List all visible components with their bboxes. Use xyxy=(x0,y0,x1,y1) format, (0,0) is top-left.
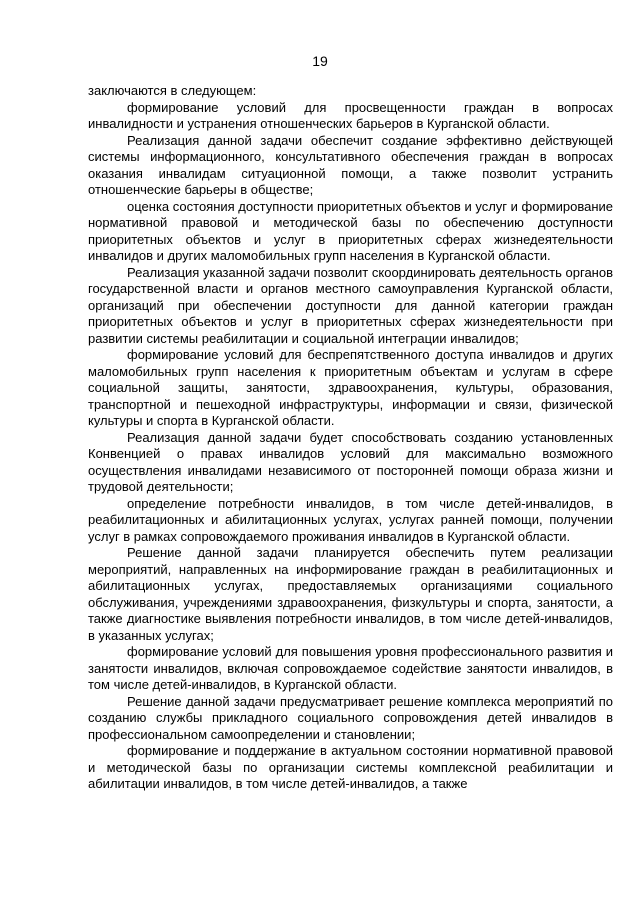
paragraph: формирование условий для просвещенности граждан в вопросах инвалидности и устранения отношенческих барьеров в Курганской области. xyxy=(88,99,613,131)
paragraph: формирование и поддержание в актуальном состоянии нормативной правовой и методической базы по организации системы комплексной реабилитации и абилитации инвалидов, в том числе детей-инвалидов, а также xyxy=(88,743,613,791)
page-number: 19 xyxy=(312,53,328,69)
paragraph: формирование условий для повышения уровня профессионального развития и занятости инвалидов, включая сопровождаемое содействие занятости инвалидов, в том числе детей-инвалидов, в Курганской области. xyxy=(88,644,613,692)
paragraph: Решение данной задачи предусматривает решение комплекса мероприятий по созданию службы прикладного социального сопровождения детей инвалидов в профессиональном самоопределении и становлении; xyxy=(88,693,613,742)
paragraph: Реализация указанной задачи позволит скоординировать деятельность органов государственной власти и органов местного самоуправления Курганской области, организаций при обеспечении доступности для данной категории граждан приоритетных объектов и услуг в приоритетных сферах жизнедеятельности при развитии системы реабилитации и социальной интеграции инвалидов; xyxy=(88,264,613,346)
paragraph: формирование условий для беспрепятственного доступа инвалидов и других маломобильных групп населения к приоритетным объектам и услугам в сфере социальной защиты, занятости, здравоохранения, культуры, образования, транспортной и пешеходной инфраструктуры, информации и связи, физической культуры и спорта в Курганской области. xyxy=(88,347,613,428)
paragraph: Решение данной задачи планируется обеспечить путем реализации мероприятий, направленных на информирование граждан в реабилитационных и абилитационных услугах, предоставляемых организациями социального обслуживания, учреждениями здравоохранения, физкультуры и спорта, занятости, а также диагностике выявления потребности инвалидов, в том числе детей-инвалидов, в указанных услугах; xyxy=(88,545,613,643)
document-body xyxy=(88,83,613,793)
paragraph: определение потребности инвалидов, в том числе детей-инвалидов, в реабилитационных и абилитационных услугах, услугах ранней помощи, получении услуг в рамках сопровождаемого проживания инвалидов в Курганской области. xyxy=(88,495,613,544)
paragraph: оценка состояния доступности приоритетных объектов и услуг и формирование нормативной правовой и методической базы по обеспечению доступности приоритетных объектов и услуг в приоритетных сферах жизнедеятельности инвалидов и других маломобильных групп населения в Курганской области. xyxy=(88,198,613,263)
paragraph: Реализация данной задачи будет способствовать созданию установленных Конвенцией о правах инвалидов условий для максимально возможного осуществления инвалидами независимого от посторонней помощи образа жизни и трудовой деятельности; xyxy=(88,429,613,494)
paragraph: Реализация данной задачи обеспечит создание эффективно действующей системы информационного, консультативного обеспечения граждан в вопросах оказания инвалидам ситуационной помощи, а также позволит устранить отношенческие барьеры в обществе; xyxy=(88,132,613,197)
paragraph: заключаются в следующем: xyxy=(88,83,257,98)
